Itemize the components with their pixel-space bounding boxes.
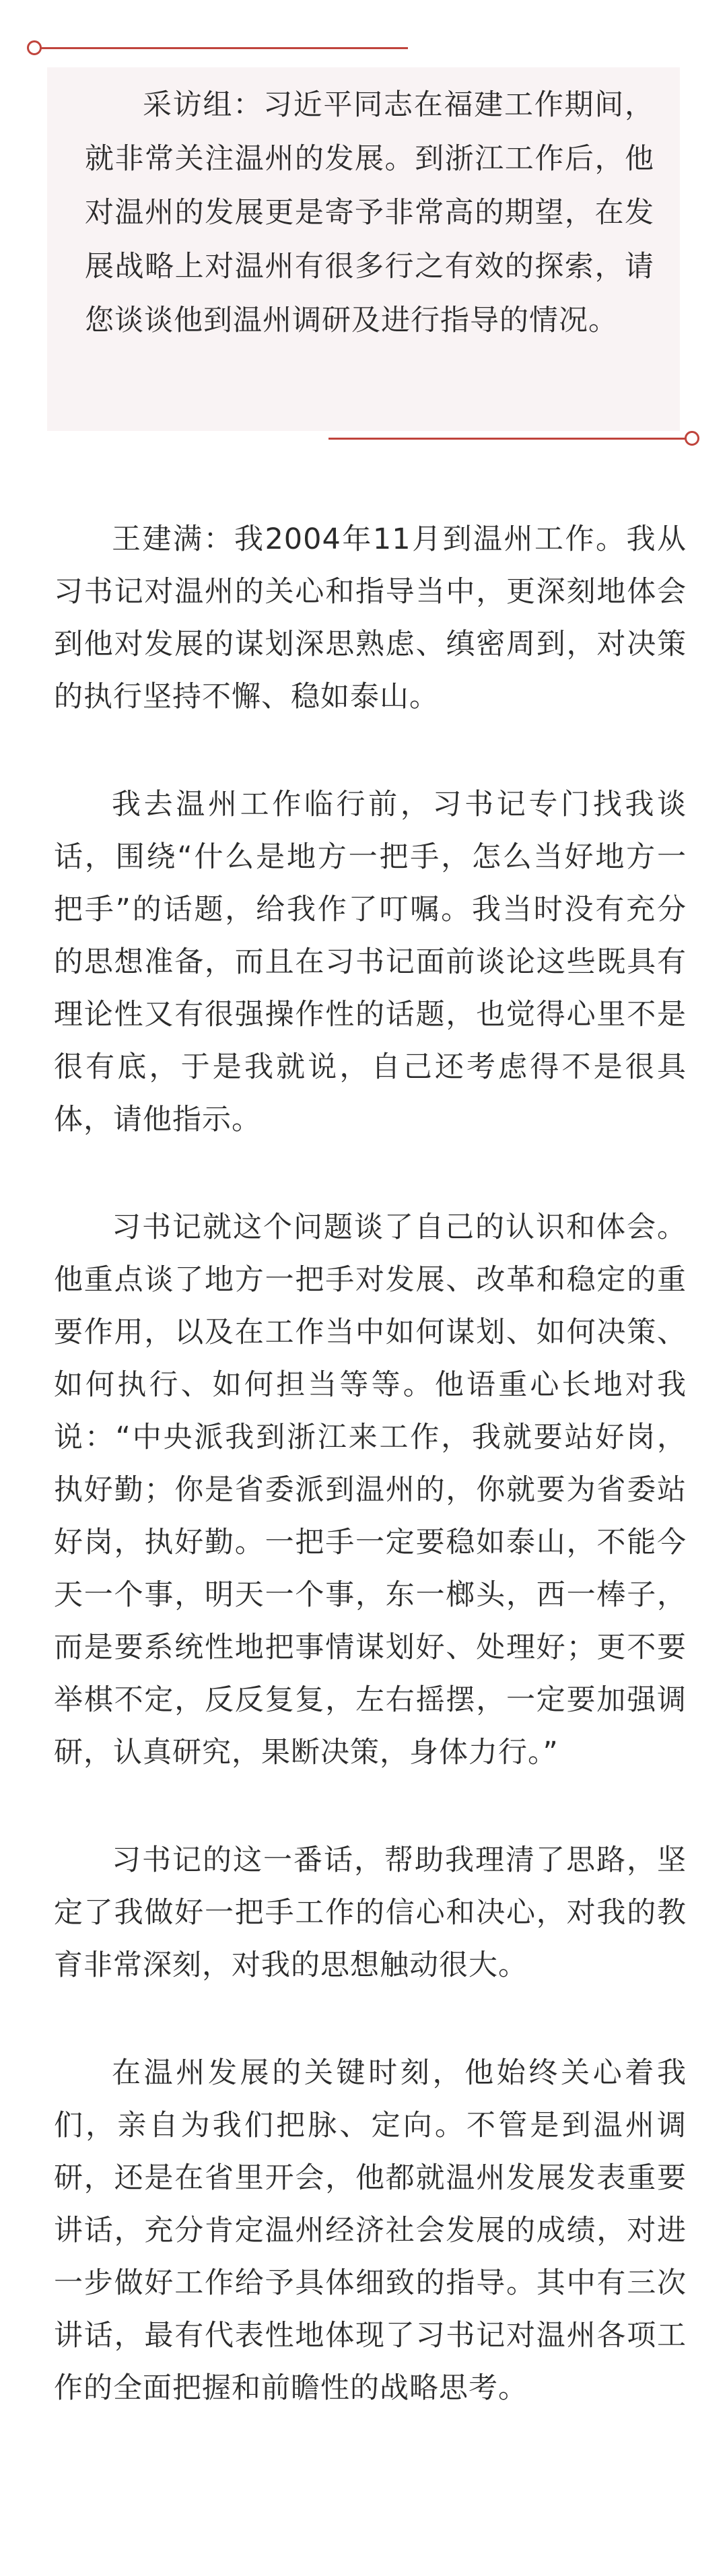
decorative-line-bottom [328,438,695,440]
interview-question: 采访组：习近平同志在福建工作期间，就非常关注温州的发展。到浙江工作后，他对温州的发展更是寄予非常高的期望，在发展战略上对温州有很多行之有效的探索，请您谈谈他到温州调研及进行指导的情况。 [85,88,654,337]
decorative-line-top [31,47,408,49]
paragraph: 习书记的这一番话，帮助我理清了思路，坚定了我做好一把手工作的信心和决心，对我的教育非常深刻，对我的思想触动很大。 [54,1843,687,1982]
paragraph: 习书记就这个问题谈了自己的认识和体会。他重点谈了地方一把手对发展、改革和稳定的重要作用，以及在工作当中如何谋划、如何决策、如何执行、如何担当等等。他语重心长地对我说：“中央派我到浙江来工作，我就要站好岗，执好勤；你是省委派到温州的，你就要为省委站好岗，执好勤。一把手一定要稳如泰山，不能今天一个事，明天一个事，东一榔头，西一棒子，而是要系统性地把事情谋划好、处理好；更不要举棋不定，反反复复，左右摇摆，一定要加强调研，认真研究，果断决策，身体力行。” [54,1211,687,1769]
interview-question-box [47,67,680,431]
paragraph: 王建满：我2004年11月到温州工作。我从习书记对温州的关心和指导当中，更深刻地体会到他对发展的谋划深思熟虑、缜密周到，对决策的执行坚持不懈、稳如泰山。 [54,522,687,714]
circle-icon [27,40,42,55]
paragraph: 我去温州工作临行前，习书记专门找我谈话，围绕“什么是地方一把手，怎么当好地方一把手”的话题，给我作了叮嘱。我当时没有充分的思想准备，而且在习书记面前谈论这些既具有理论性又有很强操作性的话题，也觉得心里不是很有底，于是我就说，自己还考虑得不是很具体，请他指示。 [54,788,687,1137]
circle-icon [685,431,699,446]
paragraph: 在温州发展的关键时刻，他始终关心着我们，亲自为我们把脉、定向。不管是到温州调研，还是在省里开会，他都就温州发展发表重要讲话，充分肯定温州经济社会发展的成绩，对进一步做好工作给予具体细致的指导。其中有三次讲话，最有代表性地体现了习书记对温州各项工作的全面把握和前瞻性的战略思考。 [54,2056,687,2405]
article-body [54,513,687,2470]
